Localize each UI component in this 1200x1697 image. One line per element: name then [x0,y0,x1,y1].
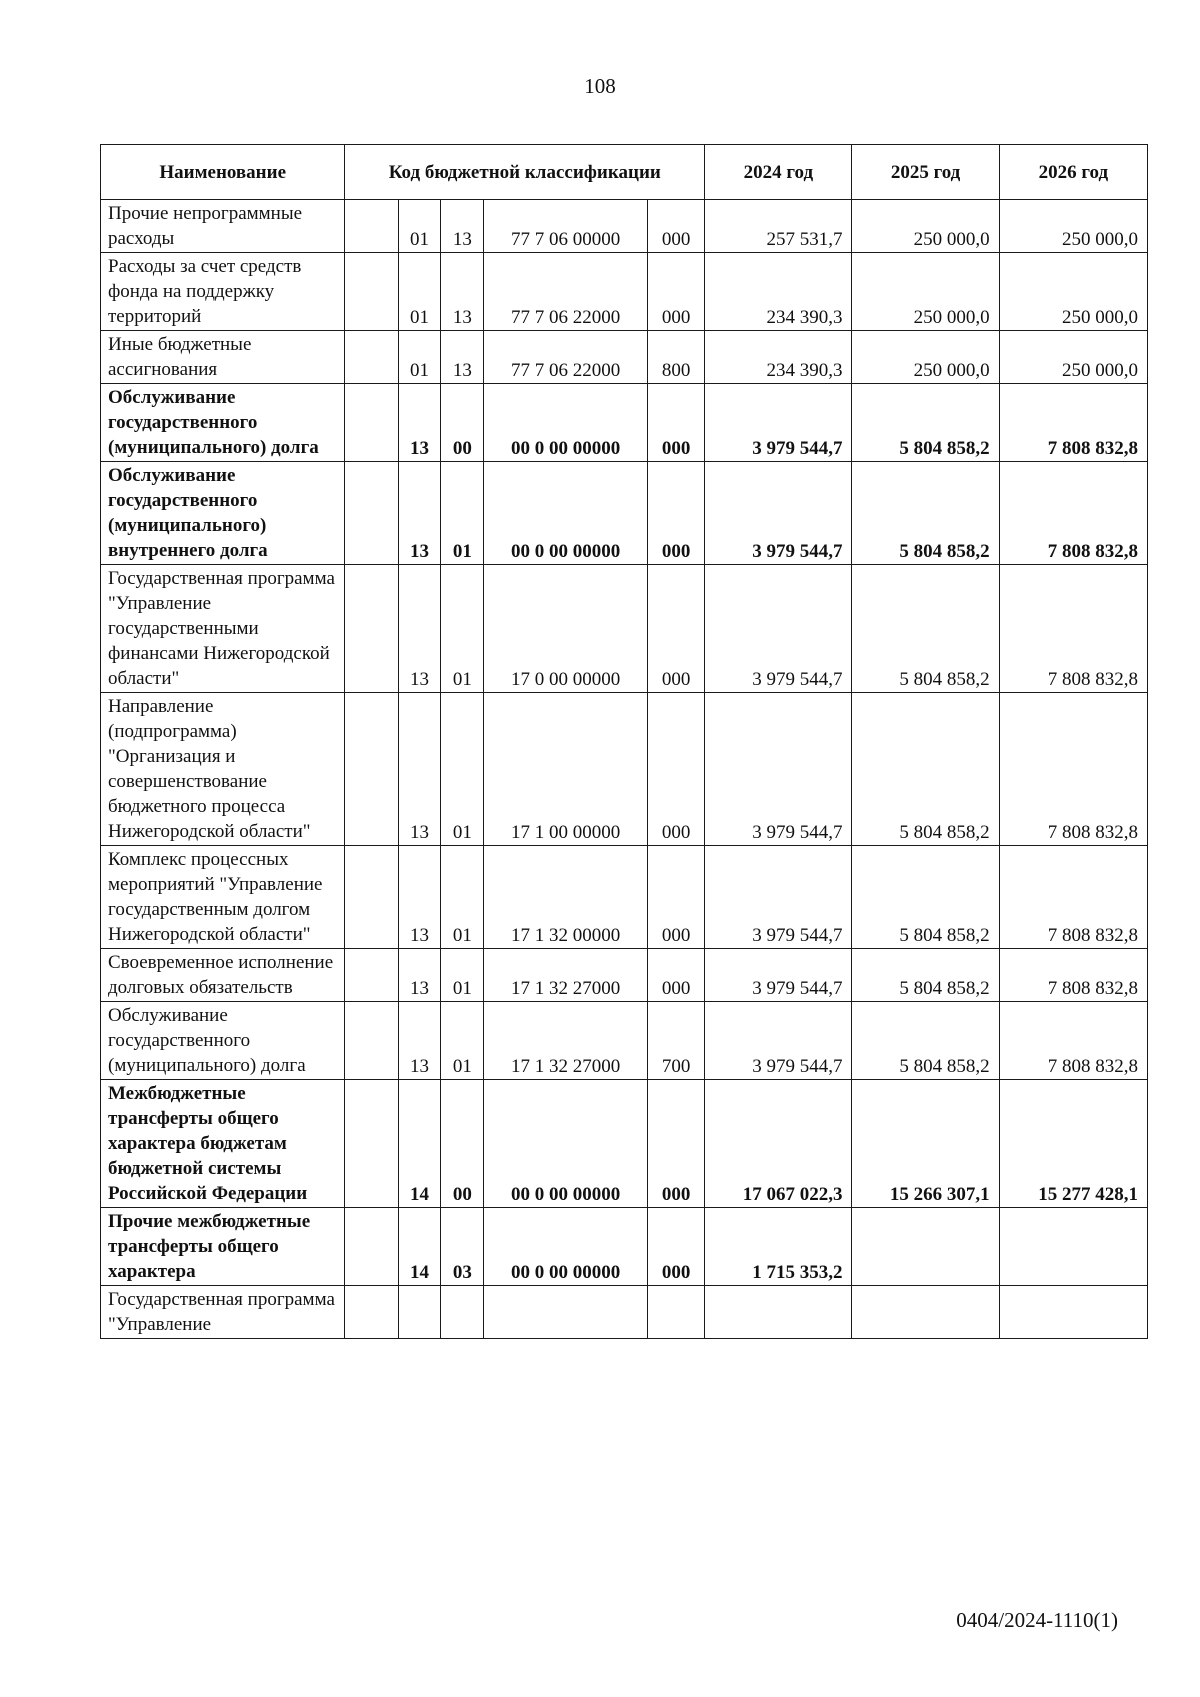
code-blank [345,1208,398,1286]
header-code: Код бюджетной классификации [345,145,705,200]
code-section: 14 [398,1208,441,1286]
value-2024: 3 979 544,7 [705,846,852,949]
value-2026: 7 808 832,8 [999,565,1147,693]
value-2024: 3 979 544,7 [705,384,852,462]
code-blank [345,949,398,1002]
code-expense-type: 000 [647,200,704,253]
value-2026 [999,1208,1147,1286]
value-2026: 7 808 832,8 [999,693,1147,846]
budget-table [100,144,1148,1339]
row-name: Прочие межбюджетные трансферты общего характера [101,1208,345,1286]
code-subsection: 01 [441,565,484,693]
value-2025 [852,1208,999,1286]
value-2025: 15 266 307,1 [852,1080,999,1208]
code-target-article: 17 1 32 27000 [484,1002,648,1080]
value-2025 [852,1286,999,1339]
value-2026 [999,1286,1147,1339]
value-2025: 250 000,0 [852,200,999,253]
value-2025: 5 804 858,2 [852,1002,999,1080]
code-section: 01 [398,331,441,384]
value-2026: 7 808 832,8 [999,1002,1147,1080]
value-2025: 5 804 858,2 [852,846,999,949]
value-2026: 250 000,0 [999,253,1147,331]
code-target-article: 00 0 00 00000 [484,1208,648,1286]
document-code: 0404/2024-1110(1) [956,1608,1118,1632]
value-2024 [705,1286,852,1339]
code-section: 01 [398,200,441,253]
row-name: Комплекс процессных мероприятий "Управление государственным долгом Нижегородской области" [101,846,345,949]
code-expense-type [647,1286,704,1339]
code-section: 13 [398,949,441,1002]
value-2025: 5 804 858,2 [852,949,999,1002]
header-2026: 2026 год [999,145,1147,200]
header-row [101,145,1148,200]
value-2026: 15 277 428,1 [999,1080,1147,1208]
code-subsection: 13 [441,331,484,384]
code-blank [345,384,398,462]
value-2026: 7 808 832,8 [999,949,1147,1002]
code-section: 13 [398,384,441,462]
row-name: Обслуживание государственного (муниципального) долга [101,1002,345,1080]
code-section: 13 [398,1002,441,1080]
code-subsection: 01 [441,949,484,1002]
value-2026: 250 000,0 [999,331,1147,384]
code-section: 01 [398,253,441,331]
code-expense-type: 000 [647,949,704,1002]
code-target-article: 17 0 00 00000 [484,565,648,693]
code-blank [345,462,398,565]
row-name: Государственная программа "Управление государственными финансами Нижегородской области" [101,565,345,693]
value-2024: 257 531,7 [705,200,852,253]
table-row [101,462,1148,565]
value-2025: 5 804 858,2 [852,384,999,462]
table-row [101,1002,1148,1080]
row-name: Прочие непрограммные расходы [101,200,345,253]
code-expense-type: 000 [647,1208,704,1286]
table-row [101,331,1148,384]
code-blank [345,693,398,846]
code-subsection: 01 [441,462,484,565]
code-target-article: 17 1 32 00000 [484,846,648,949]
code-expense-type: 000 [647,384,704,462]
value-2026: 7 808 832,8 [999,462,1147,565]
value-2025: 5 804 858,2 [852,462,999,565]
code-expense-type: 000 [647,253,704,331]
row-name: Расходы за счет средств фонда на поддержку территорий [101,253,345,331]
value-2024: 3 979 544,7 [705,1002,852,1080]
value-2025: 5 804 858,2 [852,565,999,693]
code-subsection: 13 [441,200,484,253]
value-2024: 3 979 544,7 [705,693,852,846]
row-name: Иные бюджетные ассигнования [101,331,345,384]
code-subsection: 00 [441,1080,484,1208]
code-blank [345,1002,398,1080]
table-row [101,949,1148,1002]
code-section: 14 [398,1080,441,1208]
code-subsection [441,1286,484,1339]
code-expense-type: 000 [647,565,704,693]
table-row [101,1080,1148,1208]
code-expense-type: 000 [647,846,704,949]
table-row [101,1208,1148,1286]
code-target-article: 17 1 00 00000 [484,693,648,846]
code-target-article: 77 7 06 00000 [484,200,648,253]
row-name: Направление (подпрограмма) "Организация и совершенствование бюджетного процесса Нижегородской области" [101,693,345,846]
code-target-article [484,1286,648,1339]
header-name: Наименование [101,145,345,200]
value-2024: 3 979 544,7 [705,949,852,1002]
code-section: 13 [398,846,441,949]
code-subsection: 13 [441,253,484,331]
value-2024: 3 979 544,7 [705,462,852,565]
value-2024: 17 067 022,3 [705,1080,852,1208]
value-2026: 250 000,0 [999,200,1147,253]
code-expense-type: 000 [647,693,704,846]
code-blank [345,253,398,331]
code-expense-type: 700 [647,1002,704,1080]
value-2026: 7 808 832,8 [999,846,1147,949]
header-2024: 2024 год [705,145,852,200]
value-2025: 250 000,0 [852,253,999,331]
code-blank [345,565,398,693]
value-2024: 234 390,3 [705,253,852,331]
code-blank [345,1286,398,1339]
table-row [101,1286,1148,1339]
table-row [101,384,1148,462]
code-section: 13 [398,565,441,693]
value-2025: 250 000,0 [852,331,999,384]
code-section: 13 [398,462,441,565]
code-target-article: 77 7 06 22000 [484,253,648,331]
value-2024: 1 715 353,2 [705,1208,852,1286]
code-target-article: 17 1 32 27000 [484,949,648,1002]
code-expense-type: 800 [647,331,704,384]
code-subsection: 01 [441,693,484,846]
code-subsection: 00 [441,384,484,462]
row-name: Обслуживание государственного (муниципального) внутреннего долга [101,462,345,565]
value-2025: 5 804 858,2 [852,693,999,846]
code-target-article: 00 0 00 00000 [484,384,648,462]
value-2024: 3 979 544,7 [705,565,852,693]
value-2024: 234 390,3 [705,331,852,384]
row-name: Государственная программа "Управление [101,1286,345,1339]
code-subsection: 01 [441,1002,484,1080]
code-blank [345,1080,398,1208]
value-2026: 7 808 832,8 [999,384,1147,462]
code-target-article: 77 7 06 22000 [484,331,648,384]
header-2025: 2025 год [852,145,999,200]
code-target-article: 00 0 00 00000 [484,1080,648,1208]
row-name: Обслуживание государственного (муниципального) долга [101,384,345,462]
code-subsection: 03 [441,1208,484,1286]
row-name: Своевременное исполнение долговых обязательств [101,949,345,1002]
table-row [101,200,1148,253]
table-row [101,253,1148,331]
table-row [101,693,1148,846]
code-blank [345,846,398,949]
code-target-article: 00 0 00 00000 [484,462,648,565]
code-subsection: 01 [441,846,484,949]
code-blank [345,331,398,384]
table-row [101,846,1148,949]
code-blank [345,200,398,253]
row-name: Межбюджетные трансферты общего характера бюджетам бюджетной системы Российской Федерации [101,1080,345,1208]
code-section: 13 [398,693,441,846]
table-row [101,565,1148,693]
code-expense-type: 000 [647,462,704,565]
code-expense-type: 000 [647,1080,704,1208]
code-section [398,1286,441,1339]
page-number: 108 [584,74,616,98]
